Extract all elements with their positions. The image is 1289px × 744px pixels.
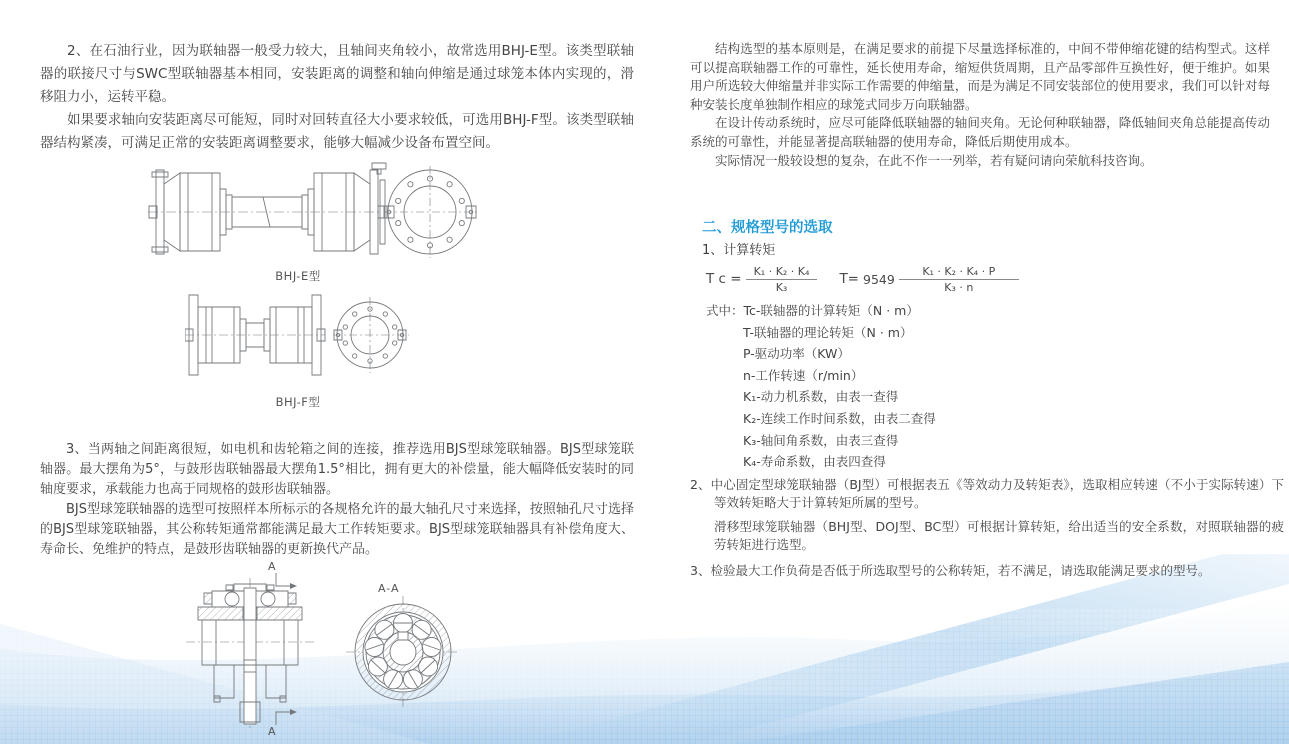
formula-tc-denominator: K₃ xyxy=(775,280,788,294)
sub-heading-calc-torque: 1、计算转矩 xyxy=(702,243,776,258)
figure-label-bhj-e: BHJ-E型 xyxy=(275,269,321,283)
figure-bjs xyxy=(178,560,488,740)
step-3-number: 3、 xyxy=(690,563,711,578)
definition-tc: Tc-联轴器的计算转矩（N · m） xyxy=(743,303,919,318)
formula-t-numerator: K₁ · K₂ · K₄ · P xyxy=(899,265,1019,280)
formula-t-coefficient: 9549 xyxy=(863,271,895,287)
paragraph-drive-design: 在设计传动系统时，应尽可能降低联轴器的轴间夹角。无论何种联轴器，降低轴间夹角总能提高传动系统的可靠性，并能显著提高联轴器的使用寿命，降低后期使用成本。 xyxy=(690,115,1270,149)
definition-t: T-联轴器的理论转矩（N · m） xyxy=(743,324,913,340)
left-paragraph-block-3 xyxy=(40,440,634,560)
section-view-label-aa: A-A xyxy=(378,582,400,595)
paragraph-bhj-f-choice: 如果要求轴向安装距离尽可能短，同时对回转直径大小要求较低，可选用BHJ-F型。该类型联轴器结构紧凑，可满足正常的安装距离调整要求，能够大幅减少设备布置空间。 xyxy=(40,112,634,151)
section-mark-a-top: A xyxy=(268,560,276,573)
paragraph-structure-principle: 结构选型的基本原则是，在满足要求的前提下尽量选择标准的，中间不带伸缩花键的结构型式。这样可以提高联轴器工作的可靠性，延长使用寿命，缩短供货周期，且产品零部件互换性好，便于维护。如果用户所选较大伸缩量并非实际工作需要的伸缩量，而是为满足不同安装部位的使用要求，我们可以针对每种安装长度单独制作相应的球笼式同步万向联轴器。 xyxy=(690,41,1270,112)
definition-k1: K₁-动力机系数，由表一查得 xyxy=(743,389,899,405)
right-intro-block xyxy=(690,40,1270,170)
defs-label: 式中： xyxy=(706,303,744,318)
bjs-drawing xyxy=(178,560,488,740)
paragraph-bjs-recommend: 3、当两轴之间距离很短，如电机和齿轮箱之间的连接，推荐选用BJS型球笼联轴器。BJS型球笼联轴器。最大摆角为5°，与鼓形齿联轴器最大摆角1.5°相比，拥有更大的补偿量，能大幅降低安装时的同轴度要求，承载能力也高于同规格的鼓形齿联轴器。 xyxy=(40,442,634,497)
left-paragraph-block-2 xyxy=(40,40,634,155)
definition-k3: K₃-轴间角系数，由表三查得 xyxy=(743,432,899,448)
section-heading-spec-selection: 二、规格型号的选取 xyxy=(702,220,833,236)
selection-steps xyxy=(690,476,1284,580)
formula-t-denominator: K₃ · n xyxy=(944,280,974,294)
symbol-definitions xyxy=(706,300,936,473)
step-3-text: 检验最大工作负荷是否低于所选取型号的公称转矩，若不满足，请选取能满足要求的型号。 xyxy=(710,563,1211,578)
formula-tc-lhs: T c = xyxy=(706,271,742,287)
paragraph-bjs-selection: BJS型球笼联轴器的选型可按照样本所标示的各规格允许的最大轴孔尺寸来选择，按照轴孔尺寸选择的BJS型球笼联轴器，其公称转矩通常都能满足最大工作转矩要求。BJS型球笼联轴器具有补偿角度大、寿命长、免维护的特点，是鼓形齿联轴器的更新换代产品。 xyxy=(40,502,634,557)
formula-t-fraction xyxy=(899,265,1019,294)
bhj-e-drawing xyxy=(148,162,480,262)
paragraph-consult: 实际情况一般较设想的复杂，在此不作一一列举，若有疑问请向荣航科技咨询。 xyxy=(715,152,1153,168)
section-mark-a-bottom: A xyxy=(268,725,276,738)
definition-n: n-工作转速（r/min） xyxy=(743,367,864,383)
figure-label-bhj-f: BHJ-F型 xyxy=(275,395,321,409)
formula-t xyxy=(839,265,1018,294)
formula-tc-fraction xyxy=(746,265,818,294)
definition-row xyxy=(706,300,936,322)
formula-tc-numerator: K₁ · K₂ · K₄ xyxy=(746,265,818,280)
bhj-f-drawing xyxy=(185,293,415,378)
definition-p: P-驱动功率（KW） xyxy=(743,346,850,362)
definition-k4: K₄-寿命系数，由表四查得 xyxy=(743,454,886,470)
formula-t-lhs: T= xyxy=(839,271,859,287)
paragraph-oil-industry: 2、在石油行业，因为联轴器一般受力较大，且轴间夹角较小，故常选用BHJ-E型。该类型联轴器的联接尺寸与SWC型联轴器基本相同，安装距离的调整和轴向伸缩是通过球笼本体内实现的，滑移阻力小，运转平稳。 xyxy=(40,43,634,105)
figure-bhj-e xyxy=(148,162,480,284)
step-2-subparagraph: 滑移型球笼联轴器（BHJ型、DOJ型、BC型）可根据计算转矩，给出适当的安全系数，对照联轴器的疲劳转矩进行选型。 xyxy=(714,519,1284,552)
definition-k2: K₂-连续工作时间系数，由表二查得 xyxy=(743,410,936,426)
torque-formulas xyxy=(706,258,1019,300)
formula-tc xyxy=(706,265,817,294)
step-2-text: 中心固定型球笼联轴器（BJ型）可根据表五《等效动力及转矩表》，选取相应转速（不小于实际转速）下等效转矩略大于计算转矩所属的型号。 xyxy=(710,477,1285,510)
figure-bhj-f xyxy=(185,293,415,410)
step-2 xyxy=(690,476,1284,512)
step-2-number: 2、 xyxy=(690,477,711,492)
step-3 xyxy=(690,562,1284,580)
